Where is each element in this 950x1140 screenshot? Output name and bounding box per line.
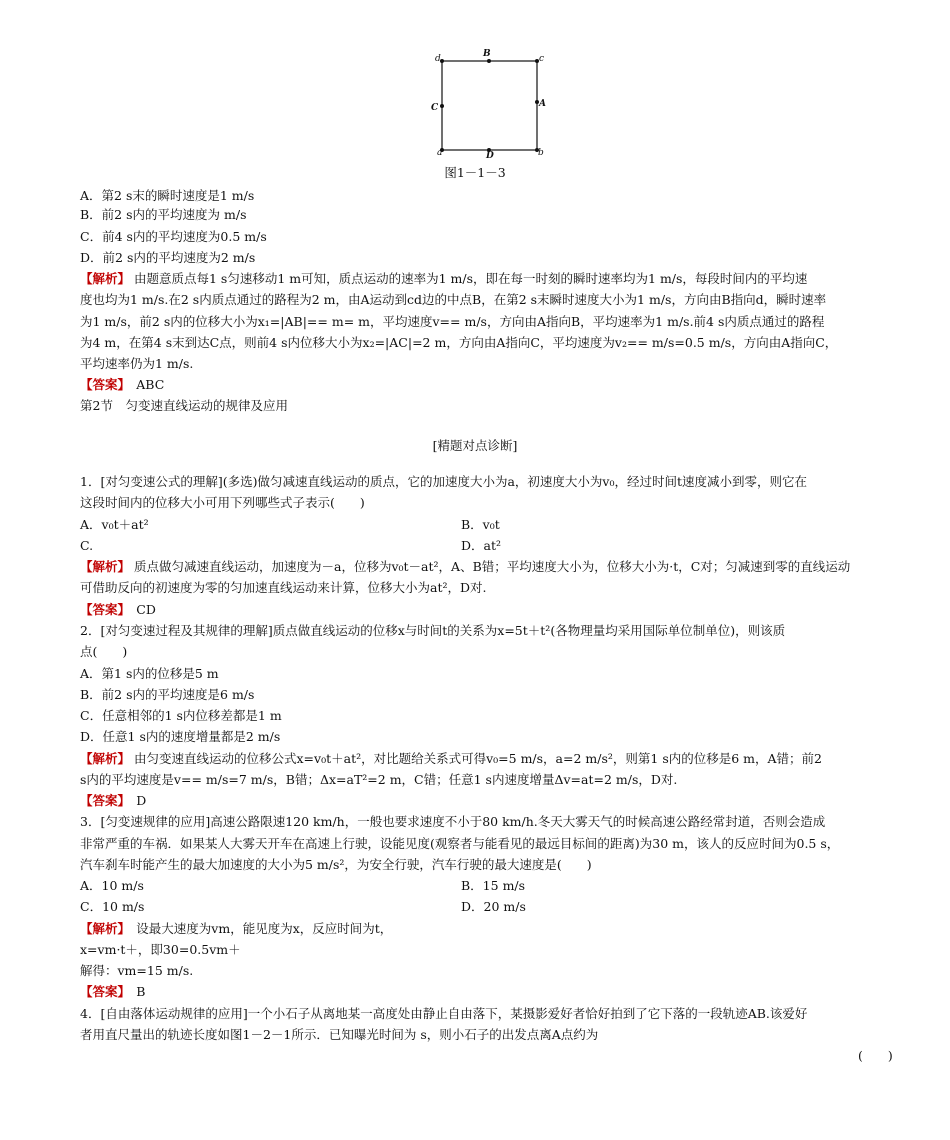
label-d: d xyxy=(435,54,441,64)
prev-analysis-line-4: 为4 m，在第4 s末到达C点，则前4 s内位移大小为x₂=|AC|=2 m，方向由A指向C，平均速度为v₂== m/s=0.5 m/s，方向由A指向C， xyxy=(80,335,838,350)
q4-stem-line-2: 者用直尺量出的轨迹长度如图1－2－1所示．已知曝光时间为 s，则小石子的出发点离A点约为 xyxy=(80,1027,599,1042)
q2-answer xyxy=(80,791,146,810)
subsection-title: [精题对点诊断] xyxy=(432,438,518,453)
q3-stem-line-1: 3．[匀变速规律的应用]高速公路限速120 km/h，一般也要求速度不小于80 km/h.冬天大雾天气的时候高速公路经常封道，否则会造成 xyxy=(80,814,826,829)
answer-tag: 【答案】 xyxy=(80,377,124,392)
q3-analysis-line-3: 解得：vm=15 m/s. xyxy=(80,963,194,978)
answer-tag: 【答案】 xyxy=(80,602,124,617)
point-B xyxy=(487,59,491,63)
answer-tag: 【答案】 xyxy=(80,984,124,999)
analysis-tag: 【解析】 xyxy=(80,921,124,936)
q2-stem-line-2: 点( ) xyxy=(80,644,128,659)
prev-option-b: B．前2 s内的平均速度为 m/s xyxy=(80,207,247,222)
point-C xyxy=(440,104,444,108)
analysis-text: 由匀变速直线运动的位移公式x=v₀t＋at²，对比题给关系式可得v₀=5 m/s，a=2 m/s²，则第1 s内的位移是6 m，A错；前2 xyxy=(134,751,823,766)
q1-stem-line-2: 这段时间内的位移大小可用下列哪些式子表示( ) xyxy=(80,495,365,510)
label-a: a xyxy=(437,148,443,158)
q3-stem-line-2: 非常严重的车祸．如果某人大雾天开车在高速上行驶，设能见度(观察者与能看见的最远目标间的距离)为30 m，该人的反应时间为0.5 s， xyxy=(80,836,840,851)
answer-text: ABC xyxy=(136,377,165,392)
prev-analysis-line-2: 度也均为1 m/s.在2 s内质点通过的路程为2 m，由A运动到cd边的中点B，在第2 s末瞬时速度大小为1 m/s，方向由B指向d，瞬时速率 xyxy=(80,292,827,307)
q3-stem-line-3: 汽车刹车时能产生的最大加速度的大小为5 m/s²，为安全行驶，汽车行驶的最大速度是( ) xyxy=(80,857,592,872)
q2-analysis-line-1 xyxy=(80,749,822,768)
q3-option-b: B．15 m/s xyxy=(461,878,526,893)
q1-analysis-line-1 xyxy=(80,557,850,576)
prev-option-a: A．第2 s末的瞬时速度是1 m/s xyxy=(80,188,255,203)
prev-analysis-line-1 xyxy=(80,269,807,288)
figure-caption: 图1－1－3 xyxy=(444,165,506,180)
q1-option-d: D．at² xyxy=(461,538,502,553)
q3-option-a: A．10 m/s xyxy=(80,878,144,893)
q3-answer xyxy=(80,982,145,1001)
analysis-text: 设最大速度为vm，能见度为x，反应时间为t， xyxy=(136,921,393,936)
q2-option-d: D．任意1 s内的速度增量都是2 m/s xyxy=(80,729,281,744)
answer-text: B xyxy=(136,984,146,999)
q1-analysis-line-2: 可借助反向的初速度为零的匀加速直线运动来计算，位移大小为at²，D对. xyxy=(80,580,487,595)
label-C: C xyxy=(431,103,439,113)
label-c: c xyxy=(539,54,545,64)
analysis-tag: 【解析】 xyxy=(80,271,131,286)
q1-answer xyxy=(80,600,156,619)
figure-square-path xyxy=(420,44,560,164)
section-title: 第2节 匀变速直线运动的规律及应用 xyxy=(80,398,288,413)
label-B: B xyxy=(483,49,491,59)
analysis-text: 质点做匀减速直线运动，加速度为－a，位移为v₀t－at²，A、B错；平均速度大小为，位移大小为·t，C对；匀减速到零的直线运动 xyxy=(134,559,851,574)
label-b: b xyxy=(538,148,544,158)
q2-analysis-line-2: s内的平均速度是v== m/s=7 m/s，B错；Δx=aT²=2 m，C错；任意1 s内速度增量Δv=at=2 m/s，D对. xyxy=(80,772,678,787)
q3-analysis-line-2: x=vm·t＋，即30=0.5vm＋ xyxy=(80,942,241,957)
analysis-text: 由题意质点每1 s匀速移动1 m可知，质点运动的速率为1 m/s，即在每一时刻的瞬时速率均为1 m/s，每段时间内的平均速 xyxy=(134,271,808,286)
prev-analysis-line-3: 为1 m/s，前2 s内的位移大小为x₁=|AB|== m= m，平均速度v== m/s，方向由A指向B，平均速率为1 m/s.前4 s内质点通过的路程 xyxy=(80,314,825,329)
answer-tag: 【答案】 xyxy=(80,793,124,808)
q3-option-c: C．10 m/s xyxy=(80,899,145,914)
prev-analysis-line-5: 平均速率仍为1 m/s. xyxy=(80,356,194,371)
q2-option-b: B．前2 s内的平均速度是6 m/s xyxy=(80,687,255,702)
prev-option-c: C．前4 s内的平均速度为0.5 m/s xyxy=(80,229,267,244)
q4-stem-line-1: 4．[自由落体运动规律的应用]一个小石子从离地某一高度处由静止自由落下，某摄影爱好者恰好拍到了它下落的一段轨迹AB.该爱好 xyxy=(80,1006,808,1021)
q1-stem-line-1: 1．[对匀变速公式的理解](多选)做匀减速直线运动的质点，它的加速度大小为a，初速度大小为v₀，经过时间t速度减小到零，则它在 xyxy=(80,474,808,489)
q2-stem-line-1: 2．[对匀变速过程及其规律的理解]质点做直线运动的位移x与时间t的关系为x=5t＋t²(各物理量均采用国际单位制单位)，则该质 xyxy=(80,623,786,638)
q1-option-a: A．v₀t＋at² xyxy=(80,517,149,532)
answer-text: CD xyxy=(136,602,156,617)
label-D: D xyxy=(486,151,494,161)
q1-option-b: B．v₀t xyxy=(461,517,500,532)
q2-option-c: C．任意相邻的1 s内位移差都是1 m xyxy=(80,708,282,723)
q3-option-d: D．20 m/s xyxy=(461,899,526,914)
q3-analysis-line-1 xyxy=(80,919,392,938)
square-outline xyxy=(442,61,537,150)
answer-text: D xyxy=(136,793,147,808)
square-diagram xyxy=(420,44,560,164)
q4-answer-paren: ( ) xyxy=(858,1048,893,1063)
prev-answer xyxy=(80,375,164,394)
label-A: A xyxy=(539,99,546,109)
prev-option-d: D．前2 s内的平均速度为2 m/s xyxy=(80,250,256,265)
q1-option-c: C. xyxy=(80,538,94,553)
analysis-tag: 【解析】 xyxy=(80,751,131,766)
q2-option-a: A．第1 s内的位移是5 m xyxy=(80,666,219,681)
analysis-tag: 【解析】 xyxy=(80,559,131,574)
